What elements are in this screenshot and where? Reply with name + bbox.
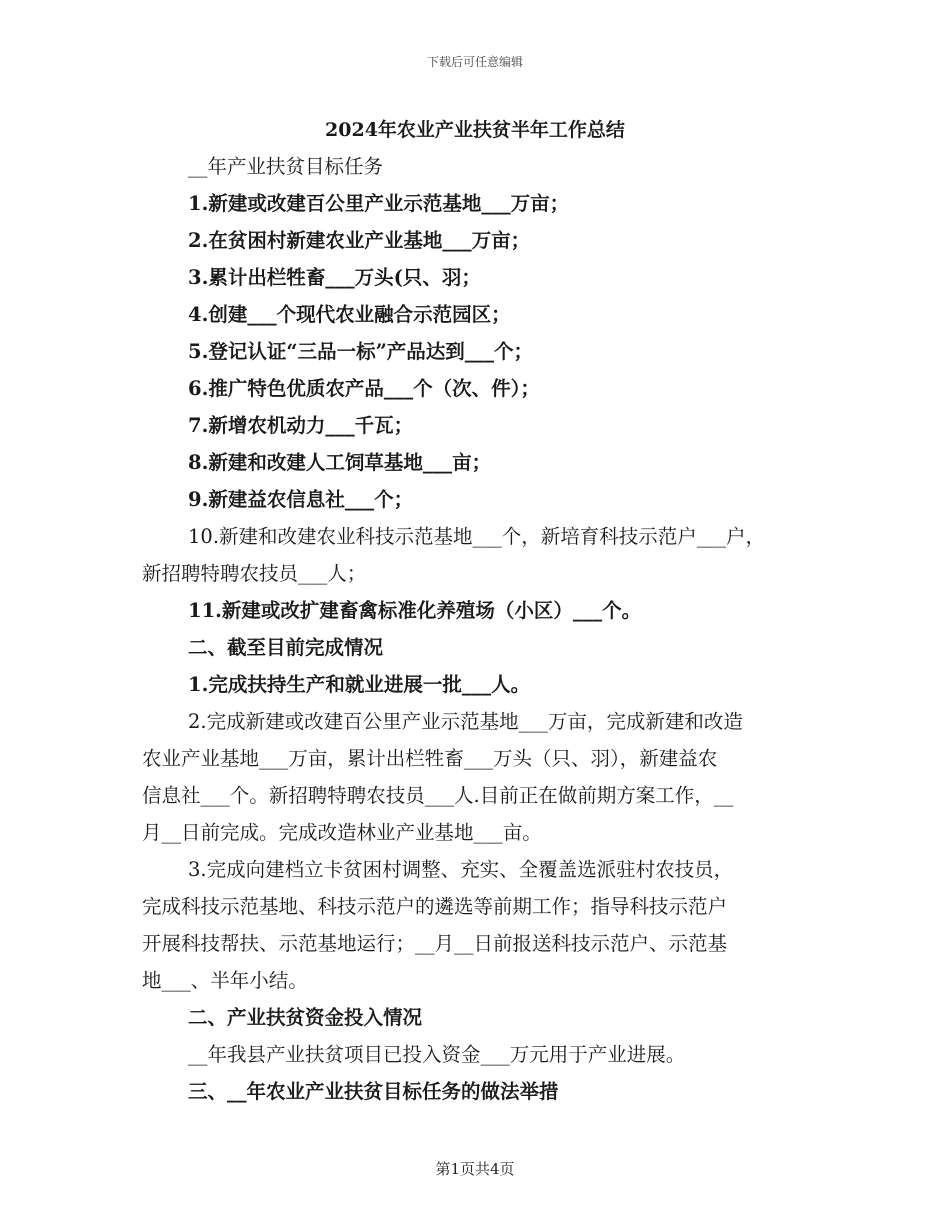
body-line: 三、__年农业产业扶贫目标任务的做法举措 (188, 1080, 559, 1103)
body-line: 1.新建或改建百公里产业示范基地___万亩； (188, 192, 570, 215)
document-body (142, 148, 810, 1110)
body-line: 农业产业基地___万亩，累计出栏牲畜___万头（只、羽），新建益农 (142, 747, 718, 770)
body-line: __年产业扶贫目标任务 (188, 155, 384, 178)
body-line: 6.推广特色优质农产品___个（次、件）； (188, 377, 540, 400)
body-line: 2.在贫困村新建农业产业基地___万亩； (188, 229, 531, 252)
body-line: 8.新建和改建人工饲草基地___亩； (188, 451, 492, 474)
body-line: 9.新建益农信息社___个； (188, 488, 414, 511)
body-line: 3.累计出栏牲畜___万头(只、羽； (188, 266, 481, 289)
body-line: 新招聘特聘农技员___人； (142, 562, 367, 585)
page-number: 第1页共4页 (435, 1160, 515, 1178)
body-line: 二、截至目前完成情况 (188, 636, 384, 659)
page-header-note: 下载后可任意编辑 (426, 55, 523, 69)
body-line: 地___、半年小结。 (142, 969, 308, 992)
body-line: 11.新建或改扩建畜禽标准化养殖场（小区）___个。 (188, 599, 642, 622)
body-line: 开展科技帮扶、示范基地运行；__月__日前报送科技示范户、示范基 (142, 932, 728, 955)
body-line: 月__日前完成。完成改造林业产业基地___亩。 (142, 821, 542, 844)
body-line: 10.新建和改建农业科技示范基地___个，新培育科技示范户___户， (188, 525, 766, 548)
body-line: 3.完成向建档立卡贫困村调整、充实、全覆盖选派驻村农技员， (188, 858, 734, 881)
body-line: __年我县产业扶贫项目已投入资金___万元用于产业进展。 (188, 1043, 686, 1066)
body-line: 二、产业扶贫资金投入情况 (188, 1006, 423, 1029)
body-line: 4.创建___个现代农业融合示范园区； (188, 303, 511, 326)
document-title: 2024年农业产业扶贫半年工作总结 (325, 119, 625, 141)
body-line: 5.登记认证“三品一标”产品达到___个； (188, 340, 534, 363)
body-line: 完成科技示范基地、科技示范户的遴选等前期工作；指导科技示范户 (142, 895, 728, 918)
body-line: 1.完成扶持生产和就业进展一批___人。 (188, 673, 531, 696)
body-line: 2.完成新建或改建百公里产业示范基地___万亩，完成新建和改造 (188, 710, 743, 733)
body-line: 信息社___个。新招聘特聘农技员___人.目前正在做前期方案工作，__ (142, 784, 734, 807)
body-line: 7.新增农机动力___千瓦； (188, 414, 414, 437)
